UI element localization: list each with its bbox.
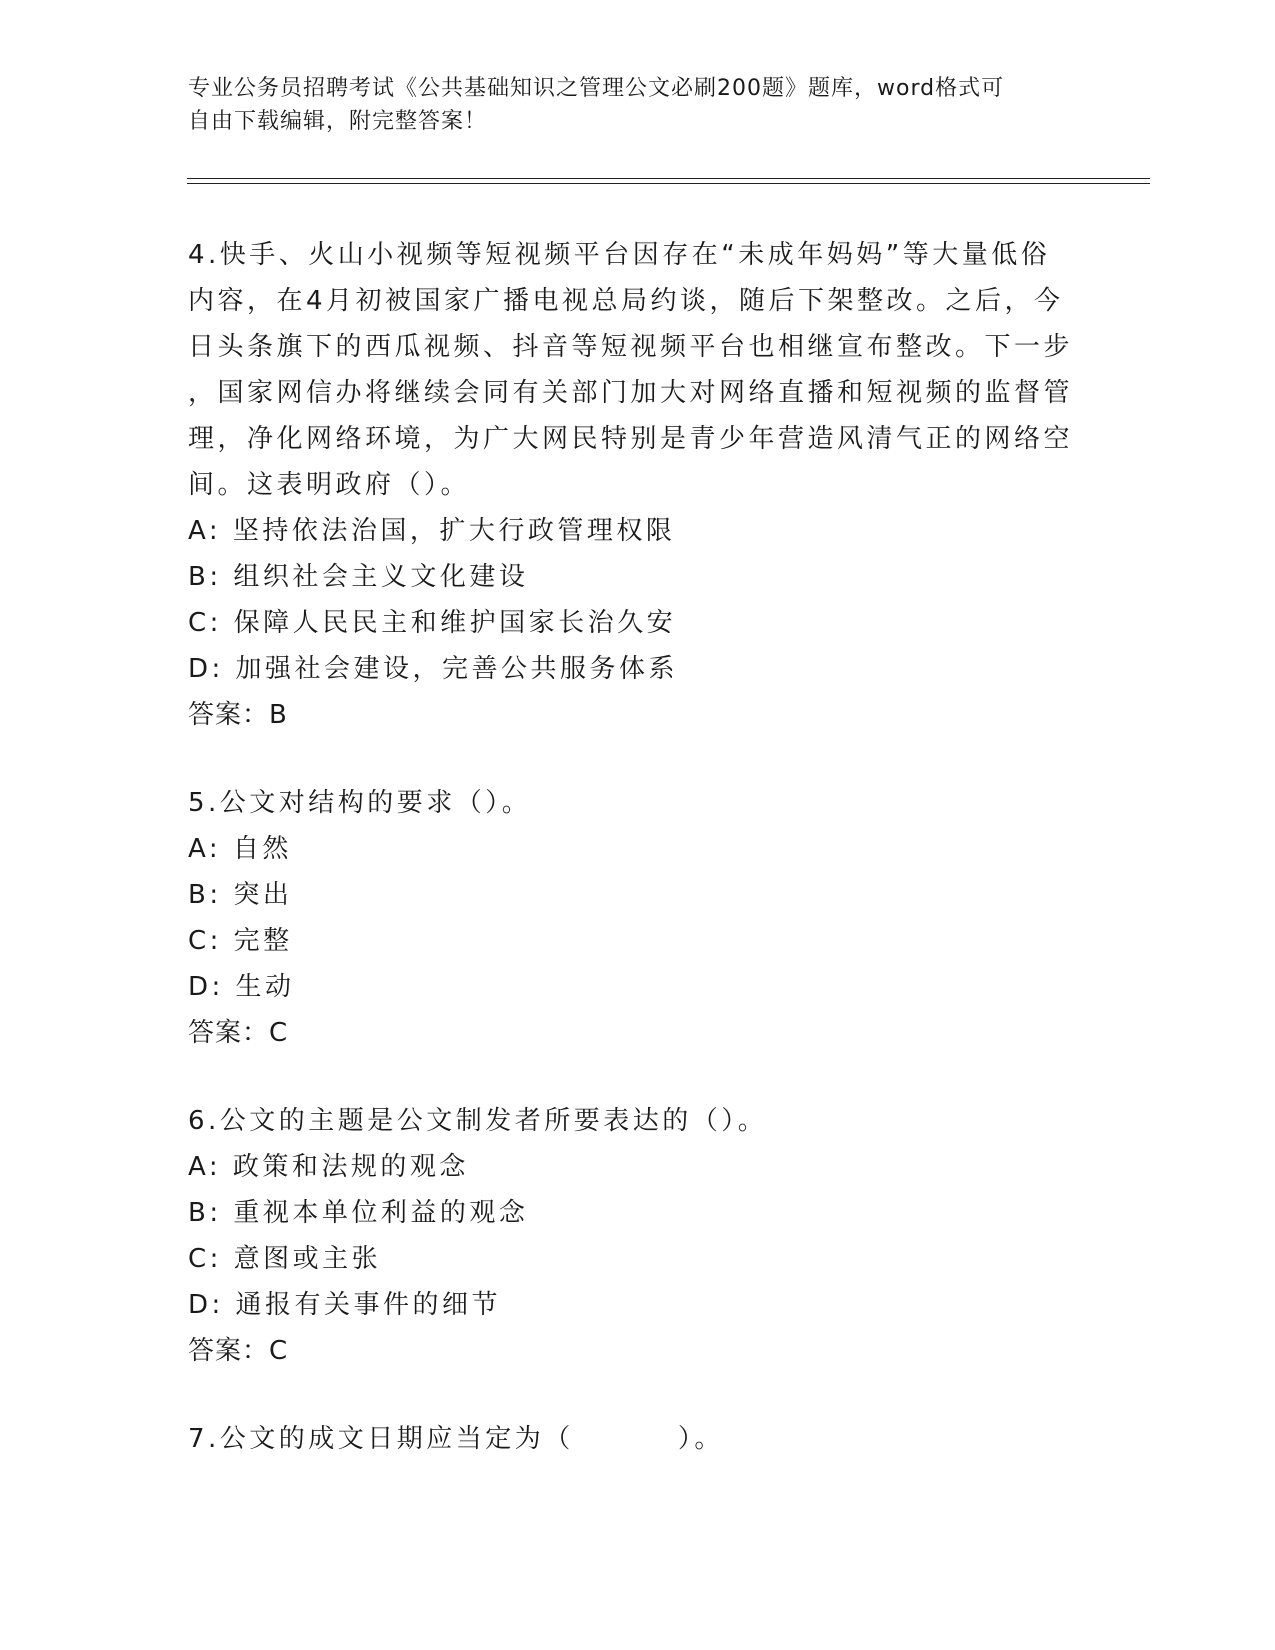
answer: 答案：C [188, 1018, 289, 1048]
question-stem-line: 内容，在4月初被国家广播电视总局约谈，随后下架整改。之后，今 [188, 286, 1064, 316]
question-4 [188, 232, 1074, 738]
question-stem-line: 日头条旗下的西瓜视频、抖音等短视频平台也相继宣布整改。下一步 [188, 332, 1074, 362]
option-b: B: 重视本单位利益的观念 [188, 1198, 529, 1228]
question-stem-line: 理，净化网络环境，为广大网民特别是青少年营造风清气正的网络空 [188, 424, 1074, 454]
option-a: A: 自然 [188, 834, 292, 864]
option-c: C: 完整 [188, 926, 293, 956]
header-rule-top [187, 178, 1150, 179]
option-d: D: 通报有关事件的细节 [188, 1290, 502, 1320]
option-b: B: 突出 [188, 880, 293, 910]
stem-after-blank: ）。 [677, 1424, 724, 1454]
document-header [188, 72, 1068, 138]
question-5 [188, 780, 1068, 1056]
question-stem-line: ，国家网信办将继续会同有关部门加大对网络直播和短视频的监督管 [188, 378, 1074, 408]
option-b: B: 组织社会主义文化建设 [188, 562, 529, 592]
question-stem-line: 4.快手、火山小视频等短视频平台因存在“未成年妈妈”等大量低俗 [188, 240, 1051, 270]
answer: 答案：B [188, 700, 288, 730]
answer: 答案：C [188, 1336, 289, 1366]
option-a: A: 坚持依法治国，扩大行政管理权限 [188, 516, 676, 546]
option-d: D: 生动 [188, 972, 295, 1002]
question-list [188, 232, 1074, 1504]
option-c: C: 保障人民民主和维护国家长治久安 [188, 608, 677, 638]
header-rule-bottom [187, 183, 1150, 184]
stem-before-blank: 7.公文的成文日期应当定为（ [188, 1424, 574, 1454]
option-d: D: 加强社会建设，完善公共服务体系 [188, 654, 679, 684]
question-stem-line: 5.公文对结构的要求（）。 [188, 788, 532, 818]
question-stem-line [188, 1416, 1068, 1462]
option-c: C: 意图或主张 [188, 1244, 382, 1274]
header-line-1: 专业公务员招聘考试《公共基础知识之管理公文必刷200题》题库，word格式可 [188, 76, 1005, 101]
header-line-2: 自由下载编辑，附完整答案！ [188, 109, 488, 134]
question-stem-line: 间。这表明政府（）。 [188, 470, 471, 500]
question-7 [188, 1416, 1068, 1462]
question-6 [188, 1098, 1068, 1374]
option-a: A: 政策和法规的观念 [188, 1152, 469, 1182]
question-stem-line: 6.公文的主题是公文制发者所要表达的（）。 [188, 1106, 768, 1136]
